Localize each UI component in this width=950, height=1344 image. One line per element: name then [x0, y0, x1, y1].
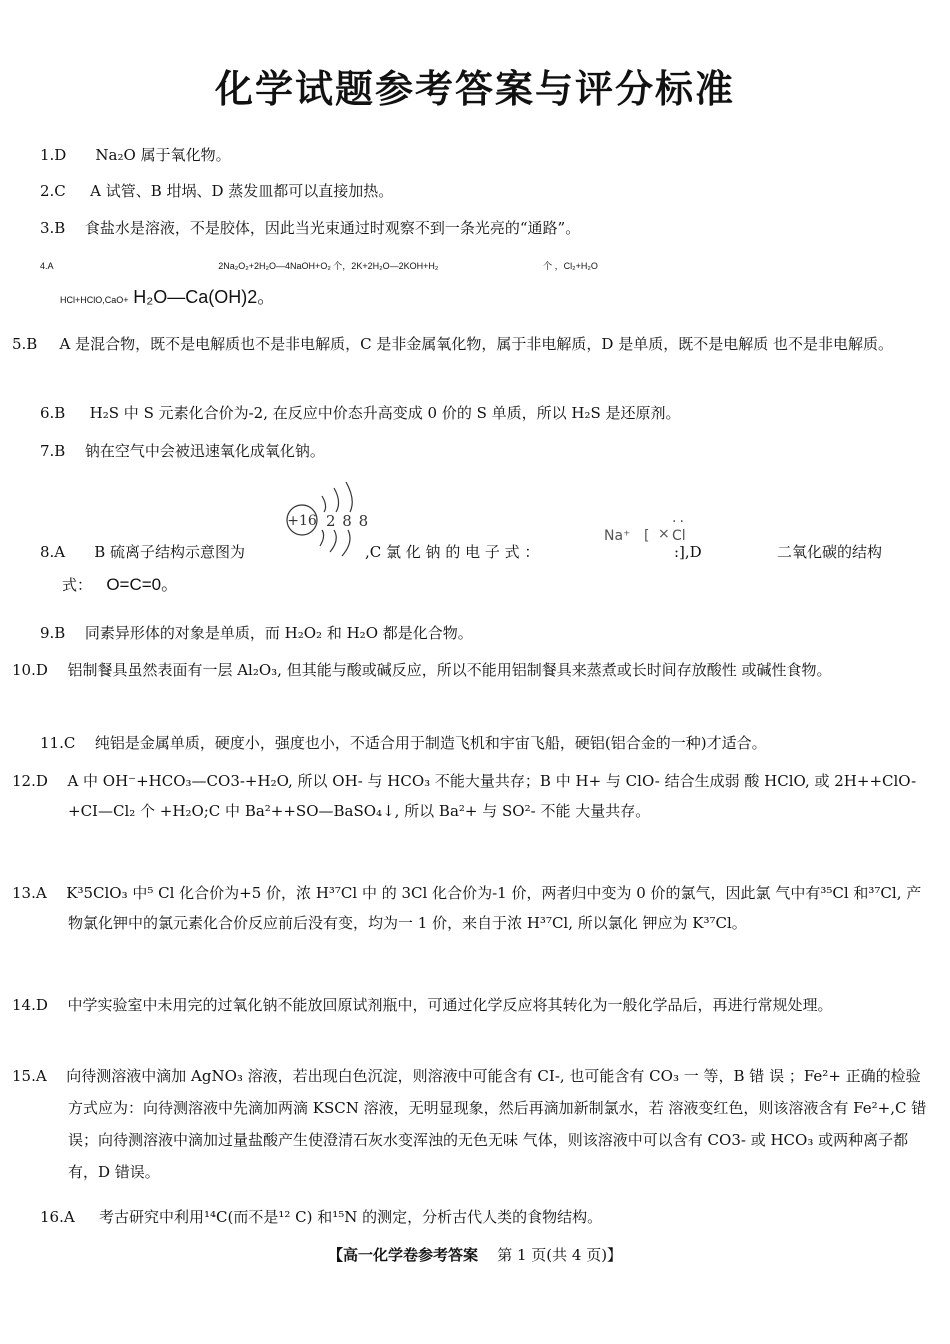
answer-6 [40, 398, 905, 428]
answer-text: B 硫离子结构示意图为 [94, 543, 246, 561]
page-number: 第 1 页(共 4 页)】 [497, 1246, 623, 1264]
footer-label: 【高一化学卷参考答案 [327, 1246, 478, 1264]
answer-4-cont [60, 282, 925, 315]
answer-text: 中学实验室中未用完的过氧化钠不能放回原试剂瓶中，可通过化学反应将其转化为一般化学品后，再进行常规处理。 [67, 996, 833, 1014]
answer-text: 钠在空气中会被迅速氧化成氧化钠。 [84, 442, 325, 460]
equation-line: HCl+HClO,CaO+ [60, 295, 129, 305]
page-title: 化学试题参考答案与评分标准 [214, 67, 735, 111]
answer-8-cont [62, 570, 927, 600]
answer-text: 食盐水是溶液，不是胶体，因此当光束通过时观察不到一条光亮的“通路”。 [84, 219, 581, 237]
electron-dots: × [658, 526, 670, 542]
answer-12 [12, 766, 933, 826]
answer-number: 6.B [40, 404, 66, 422]
answer-number: 10.D [12, 661, 48, 679]
answer-number: 1.D [40, 146, 67, 164]
answer-number: 16.A [40, 1208, 75, 1226]
answer-number: 4.A [40, 261, 54, 271]
answer-text: A 是混合物，既不是电解质也不是非电解质，C 是非金属氧化物，属于非电解质，D 是单质，既不是电解质 也不是非电解质。 [59, 335, 893, 353]
answer-text: 同素异形体的对象是单质，而 H₂O₂ 和 H₂O 都是化合物。 [84, 624, 473, 642]
chlorine-symbol: Cl [672, 528, 686, 544]
answer-text: 纯铝是金属单质，硬度小，强度也小，不适合用于制造飞机和宇宙飞船，硬铝(铝合金的一种)才适合。 [94, 734, 767, 752]
equation-line: H₂O—Ca(OH)2。 [133, 287, 276, 307]
answer-7 [40, 436, 905, 466]
answer-number: 12.D [12, 772, 48, 790]
answer-4 [40, 254, 905, 276]
answer-13 [12, 878, 933, 938]
answer-text: 二氧化碳的结构 [777, 543, 883, 561]
answer-14 [12, 990, 933, 1020]
answer-text: A 试管、B 坩埚、D 蒸发皿都可以直接加热。 [90, 182, 394, 200]
answer-10 [12, 656, 933, 685]
answer-number: 14.D [12, 996, 48, 1014]
answer-text: K³5ClO₃ 中⁵ Cl 化合价为+5 价，浓 H³⁷Cl 中 的 3Cl 化合价为-1 价，两者归中变为 0 价的氯气，因此氯 气中有³⁵Cl 和³⁷Cl, 产物氯化钾中的氯元素化合价反应前后没有变，均为一 1 价，来自于浓 H³⁷Cl, 所以氯化 钾应为 K³⁷Cl。 [66, 884, 922, 932]
answer-text: H₂S 中 S 元素化合价为-2, 在反应中价态升高变成 0 价的 S 单质，所以 H₂S 是还原剂。 [89, 404, 681, 422]
answer-text: ,C 氯 化 钠 的 电 子 式 ： [365, 543, 540, 561]
answer-number: 9.B [40, 624, 66, 642]
answer-11 [40, 728, 905, 758]
answer-16 [40, 1202, 905, 1232]
answer-number: 15.A [12, 1067, 47, 1085]
answer-2 [40, 176, 905, 206]
answer-number: 3.B [40, 219, 66, 237]
answer-number: 11.C [40, 734, 76, 752]
answer-text: 向待测溶液中滴加 AgNO₃ 溶液，若出现白色沉淀，则溶液中可能含有 CI-, 也可能含有 CO₃ 一 等，B 错 误 ；Fe²+ 正确的检验方式应为：向待测溶液中先滴加两滴 KSCN 溶液，无明显现象，然后再滴加新制氯水，若 溶液变红色，则该溶液含有 Fe²+,C 错误；向待测溶液中滴加过量盐酸产生使澄清石灰水变浑浊的无色无味 气体，则该溶液中可以含有 CO3- 或 HCO₃ 或两种离子都有，D 错误。 [66, 1067, 927, 1181]
electron-dots: ·· [672, 514, 687, 530]
answer-text: :],D [674, 543, 702, 561]
answer-text: Na₂O 属于氧化物。 [95, 146, 231, 164]
answer-number: 8.A [40, 543, 66, 561]
answer-9 [40, 618, 905, 648]
answer-3 [40, 213, 905, 243]
sodium-ion: Na⁺ [604, 528, 631, 544]
answer-text: 铝制餐具虽然表面有一层 Al₂O₃, 但其能与酸或碱反应，所以不能用铝制餐具来蒸煮或长时间存放酸性 或碱性食物。 [67, 661, 832, 679]
answer-5: 5.B A 是混合物，既不是电解质也不是非电解质，C 是非金属氧化物，属于非电解质，D 是单质，既不是电解质 也不是非电解质。 [12, 335, 893, 353]
answer-number: 2.C [40, 182, 66, 200]
answer-text: A 中 OH⁻+HCO₃—CO3-+H₂O, 所以 OH- 与 HCO₃ 不能大量共存；B 中 H+ 与 ClO- 结合生成弱 酸 HClO, 或 2H++ClO-+CI—Cl₂ 个 +H₂O;C 中 Ba²++SO—BaSO₄↓, 所以 Ba²+ 与 SO²- 不能 大量共存。 [67, 772, 917, 820]
bracket: [ [644, 528, 650, 544]
answer-text: 考古研究中利用¹⁴C(而不是¹² C) 和¹⁵N 的测定，分析古代人类的食物结构。 [99, 1208, 603, 1226]
answer-text: 式： [62, 576, 93, 594]
answer-number: 7.B [40, 442, 66, 460]
answer-text: O=C=0。 [106, 575, 179, 594]
answer-8 [40, 537, 905, 567]
answer-number: 13.A [12, 884, 47, 902]
answer-15 [12, 1060, 933, 1188]
electron-shells: 2 8 8 [326, 512, 370, 530]
equation-line: 2Na₂O₂+2H₂O—4NaOH+O₂ 个，2K+2H₂O—2KOH+H₂ [218, 261, 439, 271]
nucleus-charge: +16 [287, 513, 317, 529]
page-footer [0, 1244, 950, 1265]
answer-1 [40, 140, 905, 170]
equation-line: 个 ，Cl₂+H₂O [543, 261, 598, 271]
